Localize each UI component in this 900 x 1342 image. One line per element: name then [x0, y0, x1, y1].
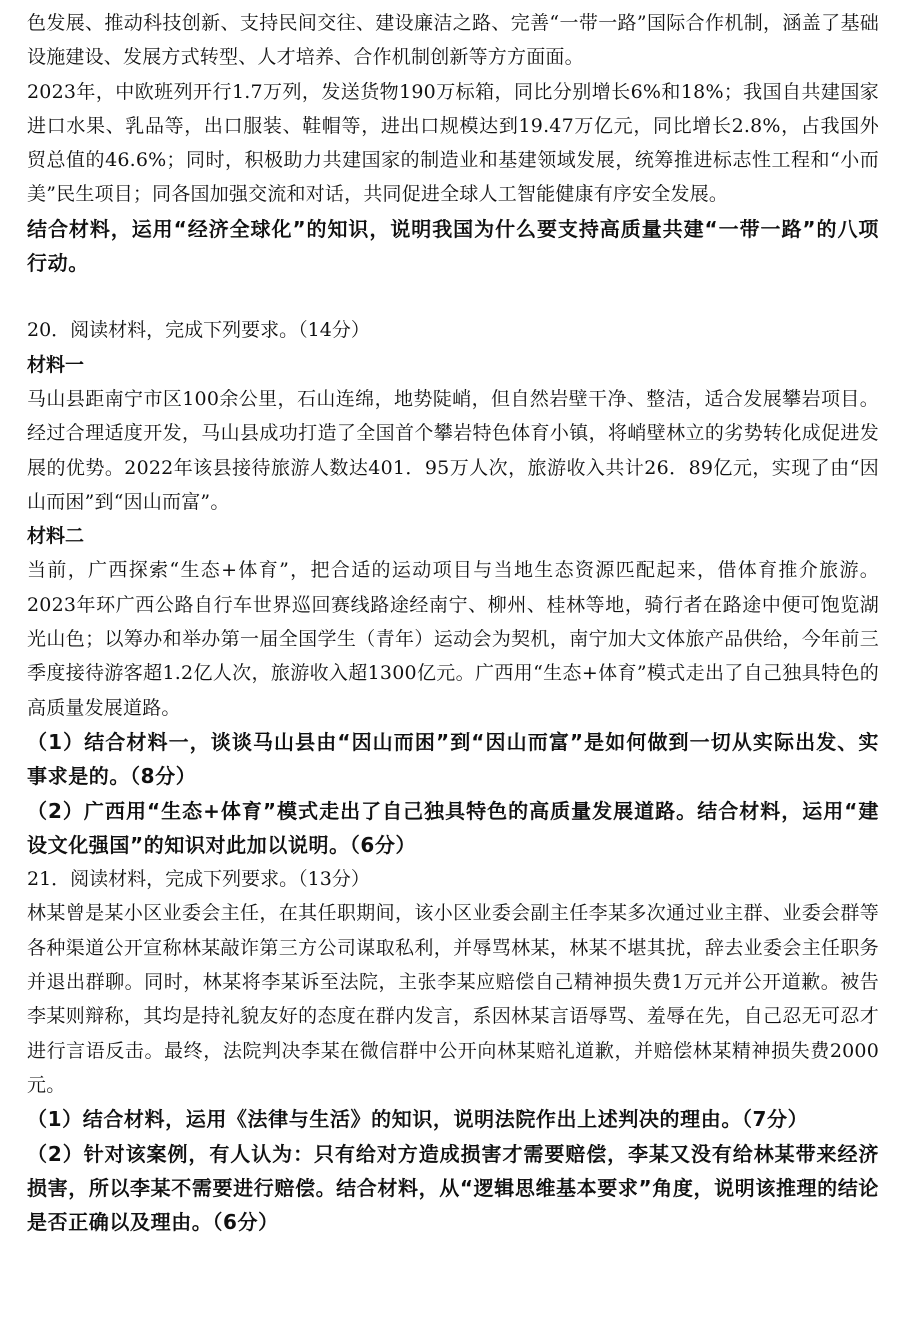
exam-page: [27, 6, 879, 1239]
q20-sub-question-2: （2）广西用“生态+体育”模式走出了自己独具特色的高质量发展道路。结合材料，运用“建设文化强国”的知识对此加以说明。（6分）: [27, 798, 879, 857]
section-gap: [27, 280, 879, 313]
q19-material-2023: 2023年，中欧班列开行1.7万列，发送货物190万标箱，同比分别增长6%和18%；我国自共建国家进口水果、乳品等，出口服装、鞋帽等，进出口规模达到19.47万亿元，同比增长2.8%，占我国外贸总值的46.6%；同时，积极助力共建国家的制造业和基建领域发展，统筹推进标志性工程和“小而美”民生项目；同各国加强交流和对话，共同促进全球人工智能健康有序安全发展。: [27, 80, 879, 206]
q19-question: 结合材料，运用“经济全球化”的知识，说明我国为什么要支持高质量共建“一带一路”的八项行动。: [27, 216, 879, 276]
q21-heading: 21．阅读材料，完成下列要求。（13分）: [27, 868, 370, 891]
q21-material: 林某曾是某小区业委会主任，在其任职期间，该小区业委会副主任李某多次通过业主群、业委会群等各种渠道公开宣称林某敲诈第三方公司谋取私利，并辱骂林某，林某不堪其扰，辞去业委会主任职务并退出群聊。同时，林某将李某诉至法院，主张李某应赔偿自己精神损失费1万元并公开道歉。被告李某则辩称，其均是持礼貌友好的态度在群内发言，系因林某言语辱骂、羞辱在先，自己忍无可忍才进行言语反击。最终，法院判决李某在微信群中公开向林某赔礼道歉，并赔偿林某精神损失费2000元。: [27, 902, 879, 1096]
q20-heading: 20．阅读材料，完成下列要求。（14分）: [27, 319, 370, 342]
q21-sub-question-2: （2）针对该案例，有人认为：只有给对方造成损害才需要赔偿，李某又没有给林某带来经济损害，所以李某不需要进行赔偿。结合材料，从“逻辑思维基本要求”角度，说明该推理的结论是否正确以及理由。（6分）: [27, 1141, 879, 1235]
q20-sub-question-1: （1）结合材料一，谈谈马山县由“因山而困”到“因山而富”是如何做到一切从实际出发、实事求是的。（8分）: [27, 729, 879, 789]
q21-sub-question-1: （1）结合材料，运用《法律与生活》的知识，说明法院作出上述判决的理由。（7分）: [27, 1107, 809, 1132]
q19-material-tail: 色发展、推动科技创新、支持民间交往、建设廉洁之路、完善“一带一路”国际合作机制，涵盖了基础设施建设、发展方式转型、人才培养、合作机制创新等方方面面。: [27, 12, 879, 69]
q20-material2-label: 材料二: [27, 525, 85, 548]
q20-material1: 马山县距南宁市区100余公里，石山连绵，地势陡峭，但自然岩壁干净、整洁，适合发展攀岩项目。经过合理适度开发，马山县成功打造了全国首个攀岩特色体育小镇，将峭壁林立的劣势转化成促进发展的优势。2022年该县接待旅游人数达401．95万人次，旅游收入共计26．89亿元，实现了由“因山而困”到“因山而富”。: [27, 387, 879, 513]
q20-material2: 当前，广西探索“生态+体育”，把合适的运动项目与当地生态资源匹配起来，借体育推介旅游。2023年环广西公路自行车世界巡回赛线路途经南宁、柳州、桂林等地，骑行者在路途中便可饱览湖光山色；以筹办和举办第一届全国学生（青年）运动会为契机，南宁加大文体旅产品供给，今年前三季度接待游客超1.2亿人次，旅游收入超1300亿元。广西用“生态+体育”模式走出了自己独具特色的高质量发展道路。: [27, 559, 879, 719]
q20-material1-label: 材料一: [27, 353, 85, 376]
